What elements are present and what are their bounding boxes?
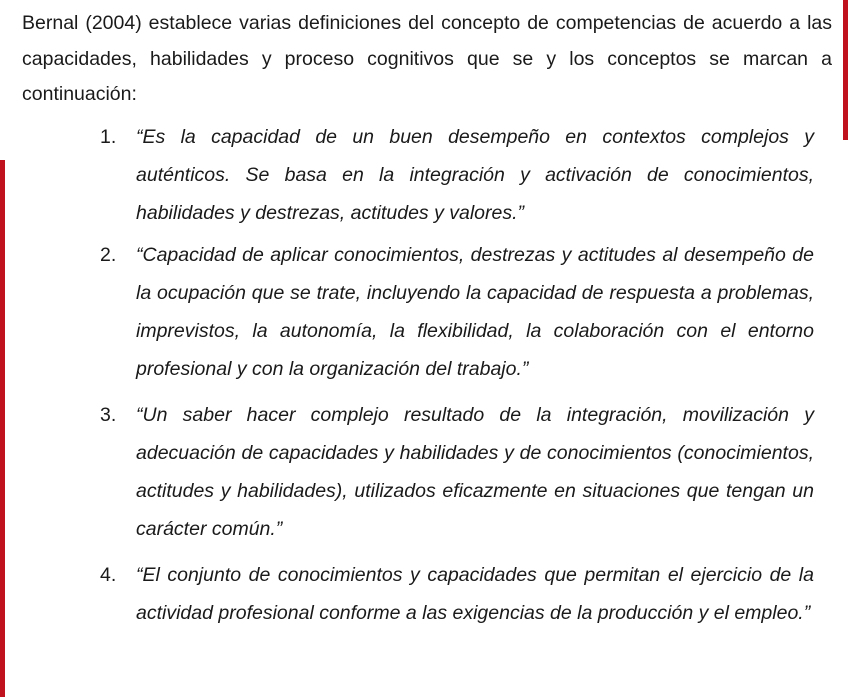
left-accent-bar bbox=[0, 160, 5, 697]
list-item-number: 2. bbox=[100, 244, 117, 266]
list-item-number: 4. bbox=[100, 564, 117, 586]
list-item-text: “Un saber hacer complejo resultado de la integración, movilización y adecuación de capacidades y habilidades y de conocimientos (conocimientos, actitudes y habilidades), utilizados eficazmente en situaciones que tengan un carácter común.” bbox=[136, 404, 814, 540]
list-item-number: 1. bbox=[100, 126, 117, 148]
list-item bbox=[100, 556, 814, 632]
list-item bbox=[100, 118, 814, 232]
list-item-number: 3. bbox=[100, 404, 117, 426]
intro-paragraph: Bernal (2004) establece varias definiciones del concepto de competencias de acuerdo a las capacidades, habilidades y proceso cognitivos que se y los conceptos se marcan a continuación: bbox=[22, 12, 832, 105]
list-item bbox=[100, 236, 814, 388]
right-accent-bar bbox=[843, 0, 848, 140]
list-item-text: “El conjunto de conocimientos y capacidades que permitan el ejercicio de la actividad profesional conforme a las exigencias de la producción y el empleo.” bbox=[136, 564, 814, 624]
list-item bbox=[100, 396, 814, 548]
list-item-text: “Capacidad de aplicar conocimientos, destrezas y actitudes al desempeño de la ocupación que se trate, incluyendo la capacidad de respuesta a problemas, imprevistos, la autonomía, la flexibilidad, la colaboración con el entorno profesional y con la organización del trabajo.” bbox=[136, 244, 814, 380]
list-item-text: “Es la capacidad de un buen desempeño en contextos complejos y auténticos. Se basa en la integración y activación de conocimientos, habilidades y destrezas, actitudes y valores.” bbox=[136, 126, 814, 224]
definitions-list bbox=[100, 118, 814, 632]
